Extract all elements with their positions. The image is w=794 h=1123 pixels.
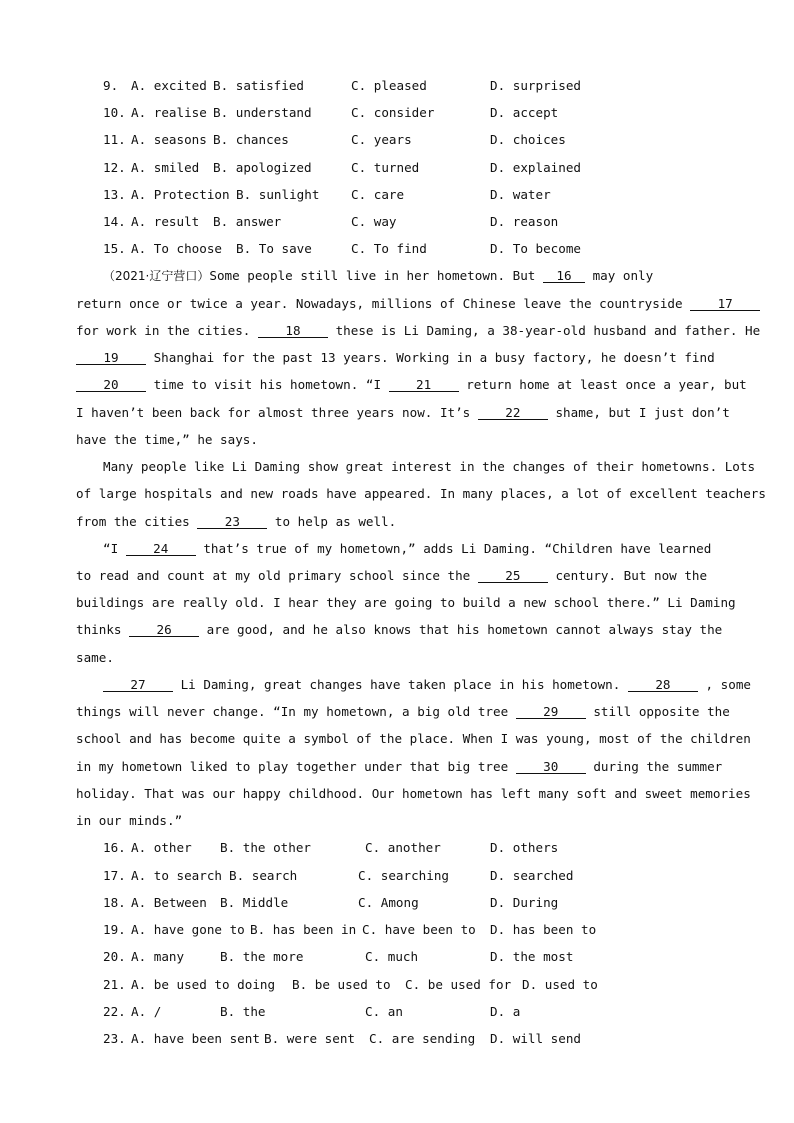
option-b: B. Middle <box>220 895 289 910</box>
passage-line: buildings are really old. I hear they are going to build a new school there.” Li Daming <box>76 595 736 610</box>
passage-line: in our minds.” <box>76 813 183 828</box>
option-d: D. others <box>490 840 559 855</box>
option-b: B. were sent <box>264 1031 355 1046</box>
option-b: B. the more <box>220 949 304 964</box>
option-d: D. searched <box>490 868 574 883</box>
option-d: D. explained <box>490 160 581 175</box>
option-d: D. will send <box>490 1031 581 1046</box>
passage-line: 20 time to visit his hometown. “I 21 return home at least once a year, but <box>76 377 747 393</box>
question-number: 22. <box>103 1004 126 1019</box>
blank-22[interactable]: 22 <box>478 406 548 420</box>
option-c: C. be used for <box>405 977 512 992</box>
option-b: B. the <box>220 1004 266 1019</box>
question-row <box>0 895 794 911</box>
option-b: B. apologized <box>213 160 312 175</box>
option-c: C. are sending <box>369 1031 476 1046</box>
option-c: C. years <box>351 132 412 147</box>
option-a: A. have been sent <box>131 1031 260 1046</box>
question-number: 14. <box>103 214 126 229</box>
option-d: D. the most <box>490 949 574 964</box>
blank-18[interactable]: 18 <box>258 324 328 338</box>
option-a: A. result <box>131 214 200 229</box>
blank-30[interactable]: 30 <box>516 760 586 774</box>
blank-20[interactable]: 20 <box>76 378 146 392</box>
option-b: B. be used to <box>292 977 391 992</box>
question-number: 15. <box>103 241 126 256</box>
passage-line: 27 Li Daming, great changes have taken place in his hometown. 28 , some <box>103 677 751 693</box>
option-b: B. chances <box>213 132 289 147</box>
option-a: A. to search <box>131 868 222 883</box>
question-number: 20. <box>103 949 126 964</box>
option-d: D. During <box>490 895 559 910</box>
option-a: A. other <box>131 840 192 855</box>
option-b: B. answer <box>213 214 282 229</box>
question-number: 9. <box>103 78 119 93</box>
option-b: B. search <box>229 868 298 883</box>
question-number: 11. <box>103 132 126 147</box>
question-row <box>0 214 794 230</box>
question-number: 17. <box>103 868 126 883</box>
option-b: B. sunlight <box>236 187 320 202</box>
question-row <box>0 132 794 148</box>
question-row <box>0 922 794 938</box>
question-number: 16. <box>103 840 126 855</box>
blank-24[interactable]: 24 <box>126 542 196 556</box>
option-a: A. have gone to <box>131 922 245 937</box>
blank-29[interactable]: 29 <box>516 705 586 719</box>
option-b: B. has been in <box>250 922 357 937</box>
question-number: 13. <box>103 187 126 202</box>
passage-line: school and has become quite a symbol of the place. When I was young, most of the children <box>76 731 751 746</box>
blank-26[interactable]: 26 <box>129 623 199 637</box>
option-b: B. satisfied <box>213 78 304 93</box>
passage-line: 19 Shanghai for the past 13 years. Working in a busy factory, he doesn’t find <box>76 350 715 366</box>
question-row <box>0 868 794 884</box>
passage-line: from the cities 23 to help as well. <box>76 514 397 529</box>
question-row <box>0 160 794 176</box>
passage-line: I haven’t been back for almost three years now. It’s 22 shame, but I just don’t <box>76 405 730 420</box>
question-number: 12. <box>103 160 126 175</box>
question-row <box>0 977 794 993</box>
passage-line: thinks 26 are good, and he also knows that his hometown cannot always stay the <box>76 622 723 637</box>
option-c: C. much <box>365 949 419 964</box>
option-a: A. many <box>131 949 185 964</box>
passage-line: of large hospitals and new roads have appeared. In many places, a lot of excellent teachers <box>76 486 766 501</box>
option-d: D. a <box>490 1004 521 1019</box>
option-a: A. realise <box>131 105 207 120</box>
option-c: C. an <box>365 1004 403 1019</box>
option-c: C. turned <box>351 160 420 175</box>
option-a: A. smiled <box>131 160 200 175</box>
blank-19[interactable]: 19 <box>76 351 146 365</box>
blank-21[interactable]: 21 <box>389 378 459 392</box>
option-b: B. To save <box>236 241 312 256</box>
option-d: D. water <box>490 187 551 202</box>
blank-27[interactable]: 27 <box>103 678 173 692</box>
passage-line: Many people like Li Daming show great interest in the changes of their hometowns. Lots <box>103 459 756 474</box>
passage-line: “I 24 that’s true of my hometown,” adds Li Daming. “Children have learned <box>103 541 712 556</box>
option-a: A. / <box>131 1004 162 1019</box>
option-a: A. be used to doing <box>131 977 276 992</box>
passage-line: have the time,” he says. <box>76 432 258 447</box>
option-c: C. searching <box>358 868 449 883</box>
option-c: C. pleased <box>351 78 427 93</box>
question-number: 18. <box>103 895 126 910</box>
question-row <box>0 241 794 257</box>
option-d: D. used to <box>522 977 598 992</box>
option-a: A. Between <box>131 895 207 910</box>
passage-line: for work in the cities. 18 these is Li Daming, a 38-year-old husband and father. He <box>76 323 761 338</box>
option-c: C. Among <box>358 895 419 910</box>
question-row <box>0 187 794 203</box>
question-number: 23. <box>103 1031 126 1046</box>
option-a: A. To choose <box>131 241 222 256</box>
option-a: A. seasons <box>131 132 207 147</box>
passage-line: to read and count at my old primary school since the 25 century. But now the <box>76 568 708 583</box>
passage-line: holiday. That was our happy childhood. Our hometown has left many soft and sweet memories <box>76 786 751 801</box>
blank-23[interactable]: 23 <box>197 515 267 529</box>
blank-25[interactable]: 25 <box>478 569 548 583</box>
option-c: C. care <box>351 187 405 202</box>
passage-line: same. <box>76 650 114 665</box>
option-c: C. another <box>365 840 441 855</box>
option-d: D. has been to <box>490 922 597 937</box>
option-b: B. understand <box>213 105 312 120</box>
option-a: A. Protection <box>131 187 230 202</box>
blank-17[interactable]: 17 <box>690 297 760 311</box>
blank-16[interactable]: 16 <box>543 269 585 283</box>
question-number: 21. <box>103 977 126 992</box>
option-d: D. reason <box>490 214 559 229</box>
passage-line: （2021·辽宁营口）Some people still live in her hometown. But 16 may only <box>103 268 654 283</box>
question-row <box>0 1031 794 1047</box>
passage-line: things will never change. “In my hometown, a big old tree 29 still opposite the <box>76 704 730 719</box>
option-c: C. have been to <box>362 922 476 937</box>
passage-line: return once or twice a year. Nowadays, millions of Chinese leave the countryside 17 <box>76 296 760 312</box>
option-c: C. To find <box>351 241 427 256</box>
question-number: 10. <box>103 105 126 120</box>
source-label: （2021·辽宁营口） <box>103 269 210 283</box>
blank-28[interactable]: 28 <box>628 678 698 692</box>
question-number: 19. <box>103 922 126 937</box>
option-d: D. accept <box>490 105 559 120</box>
option-a: A. excited <box>131 78 207 93</box>
option-d: D. choices <box>490 132 566 147</box>
option-b: B. the other <box>220 840 311 855</box>
question-row <box>0 105 794 121</box>
option-c: C. consider <box>351 105 435 120</box>
option-d: D. To become <box>490 241 581 256</box>
passage-line: in my hometown liked to play together under that big tree 30 during the summer <box>76 759 723 774</box>
question-row <box>0 840 794 856</box>
question-row <box>0 949 794 965</box>
option-d: D. surprised <box>490 78 581 93</box>
question-row <box>0 78 794 94</box>
question-row <box>0 1004 794 1020</box>
option-c: C. way <box>351 214 397 229</box>
